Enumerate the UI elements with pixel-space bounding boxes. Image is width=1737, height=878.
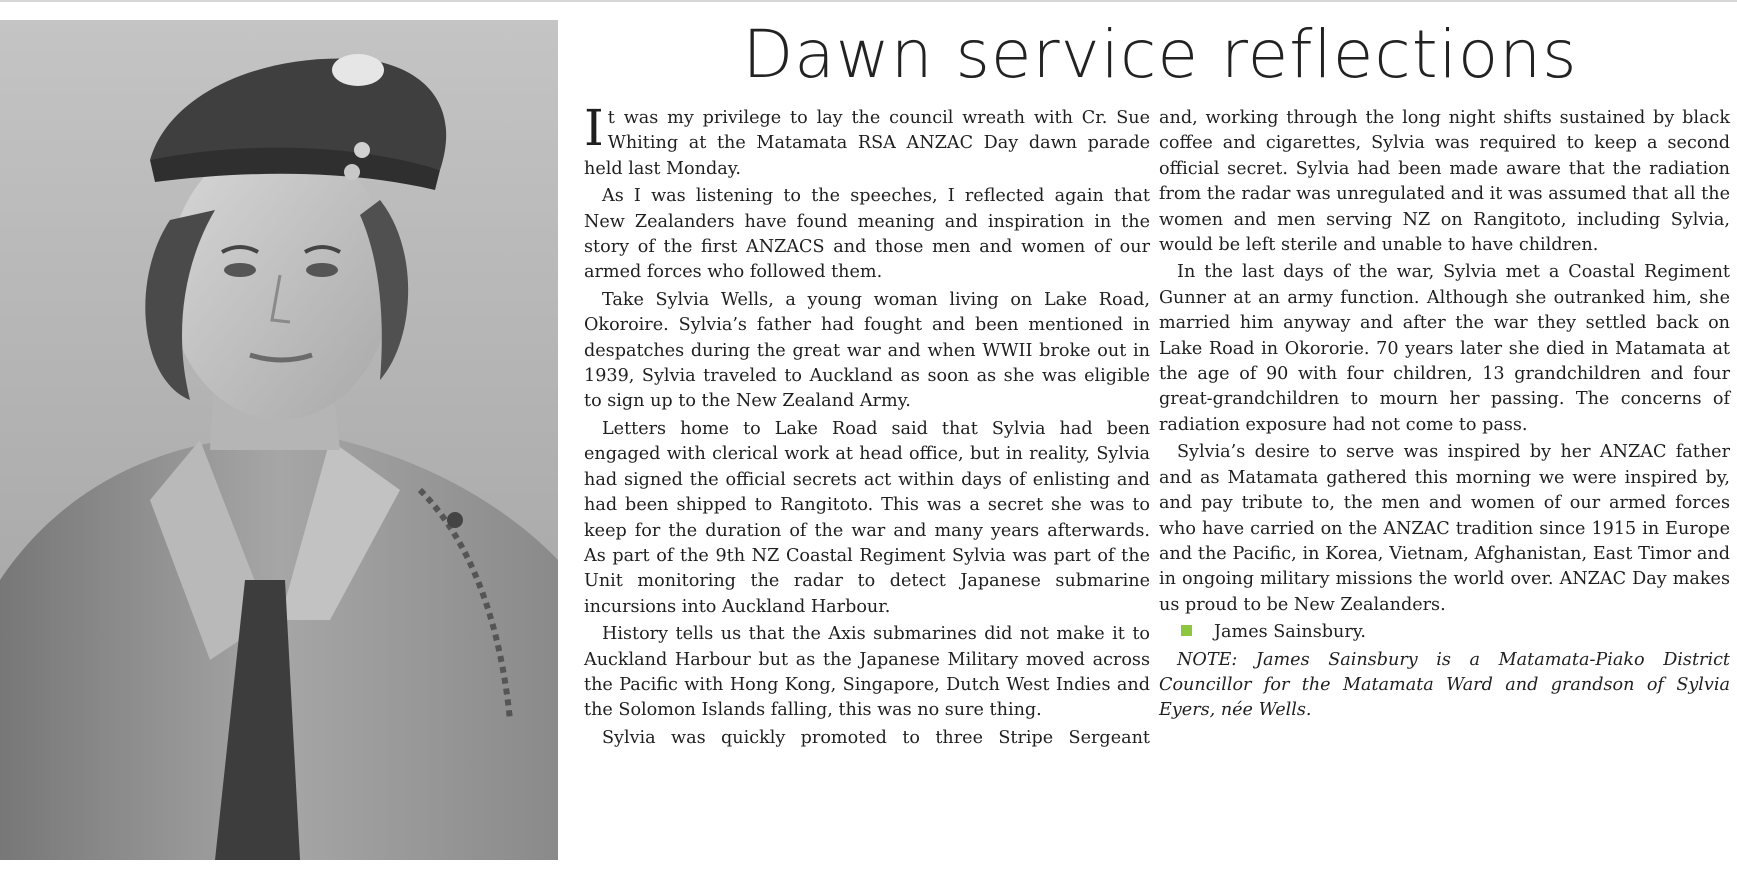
article-paragraph-continued: Sylvia was quickly promoted to three Stripe Sergeant [602,727,1150,748]
article-column-1 [584,99,1150,866]
article-paragraph: History tells us that the Axis submarines did not make it to Auckland Harbour but as the Japanese Military moved across the Pacific with Hong Kong, Singapore, Dutch West Indies and the Solomon Islands falling, this was no sure thing. [584,624,1150,721]
article-paragraph: In the last days of the war, Sylvia met a Coastal Regiment Gunner at an army function. Although she outranked him, she married him anyway and after the war they settled back on Lake Road in Okororie. 70 years later she died in Matamata at the age of 90 with four children, 13 grandchildren and four great-grandchildren to mourn her passing. The concerns of radiation exposure had not come to pass. [1159,262,1730,435]
portrait-photo [0,20,558,860]
article-title: Dawn service reflections [742,16,1578,93]
paragraph-text: t was my privilege to lay the council wreath with Cr. Sue Whiting at the Matamata RSA ANZAC Day dawn parade held last Monday. [584,108,1150,179]
author-signature [1159,620,1730,645]
portrait-illustration [0,20,558,860]
article-column-2 [1159,106,1730,866]
article-paragraph [584,99,1150,182]
article-paragraph: As I was listening to the speeches, I reflected again that New Zealanders have found meaning and inspiration in the story of the first ANZACS and those men and women of our armed forces who followed them. [584,186,1150,283]
top-rule [0,0,1737,2]
article-paragraph-continuation: and, working through the long night shifts sustained by black coffee and cigarettes, Sylvia was required to keep a second official secret. Sylvia had been made aware that the radiation from the radar was unregulated and it was assumed that all the women and men serving NZ on Rangitoto, including Sylvia, would be left sterile and unable to have children. [1159,108,1730,256]
author-note: NOTE: James Sainsbury is a Matamata-Piako District Councillor for the Matamata Ward and grandson of Sylvia Eyers, née Wells. [1159,649,1730,721]
article-paragraph: Take Sylvia Wells, a young woman living on Lake Road, Okoroire. Sylvia’s father had fought and been mentioned in despatches during the great war and when WWII broke out in 1939, Sylvia traveled to Auckland as soon as she was eligible to sign up to the New Zealand Army. [584,289,1150,412]
bullet-square-icon [1181,625,1192,636]
article-paragraph: Letters home to Lake Road said that Sylvia had been engaged with clerical work at head office, but in reality, Sylvia had signed the official secrets act within days of enlisting and had been shipped to Rangitoto. This was a secret she was to keep for the duration of the war and many years afterwards. As part of the 9th NZ Coastal Regiment Sylvia was part of the Unit monitoring the radar to detect Japanese submarine incursions into Auckland Harbour. [584,418,1150,617]
drop-cap: I [584,99,604,157]
signature-text: James Sainsbury. [1214,622,1366,643]
article-paragraph: Sylvia’s desire to serve was inspired by her ANZAC father and as Matamata gathered this morning we were inspired by, and pay tribute to, the men and women of our armed forces who have carried on the ANZAC tradition since 1915 in Europe and the Pacific, in Korea, Vietnam, Afghanistan, East Timor and in ongoing military missions the world over. ANZAC Day makes us proud to be New Zealanders. [1159,442,1730,615]
